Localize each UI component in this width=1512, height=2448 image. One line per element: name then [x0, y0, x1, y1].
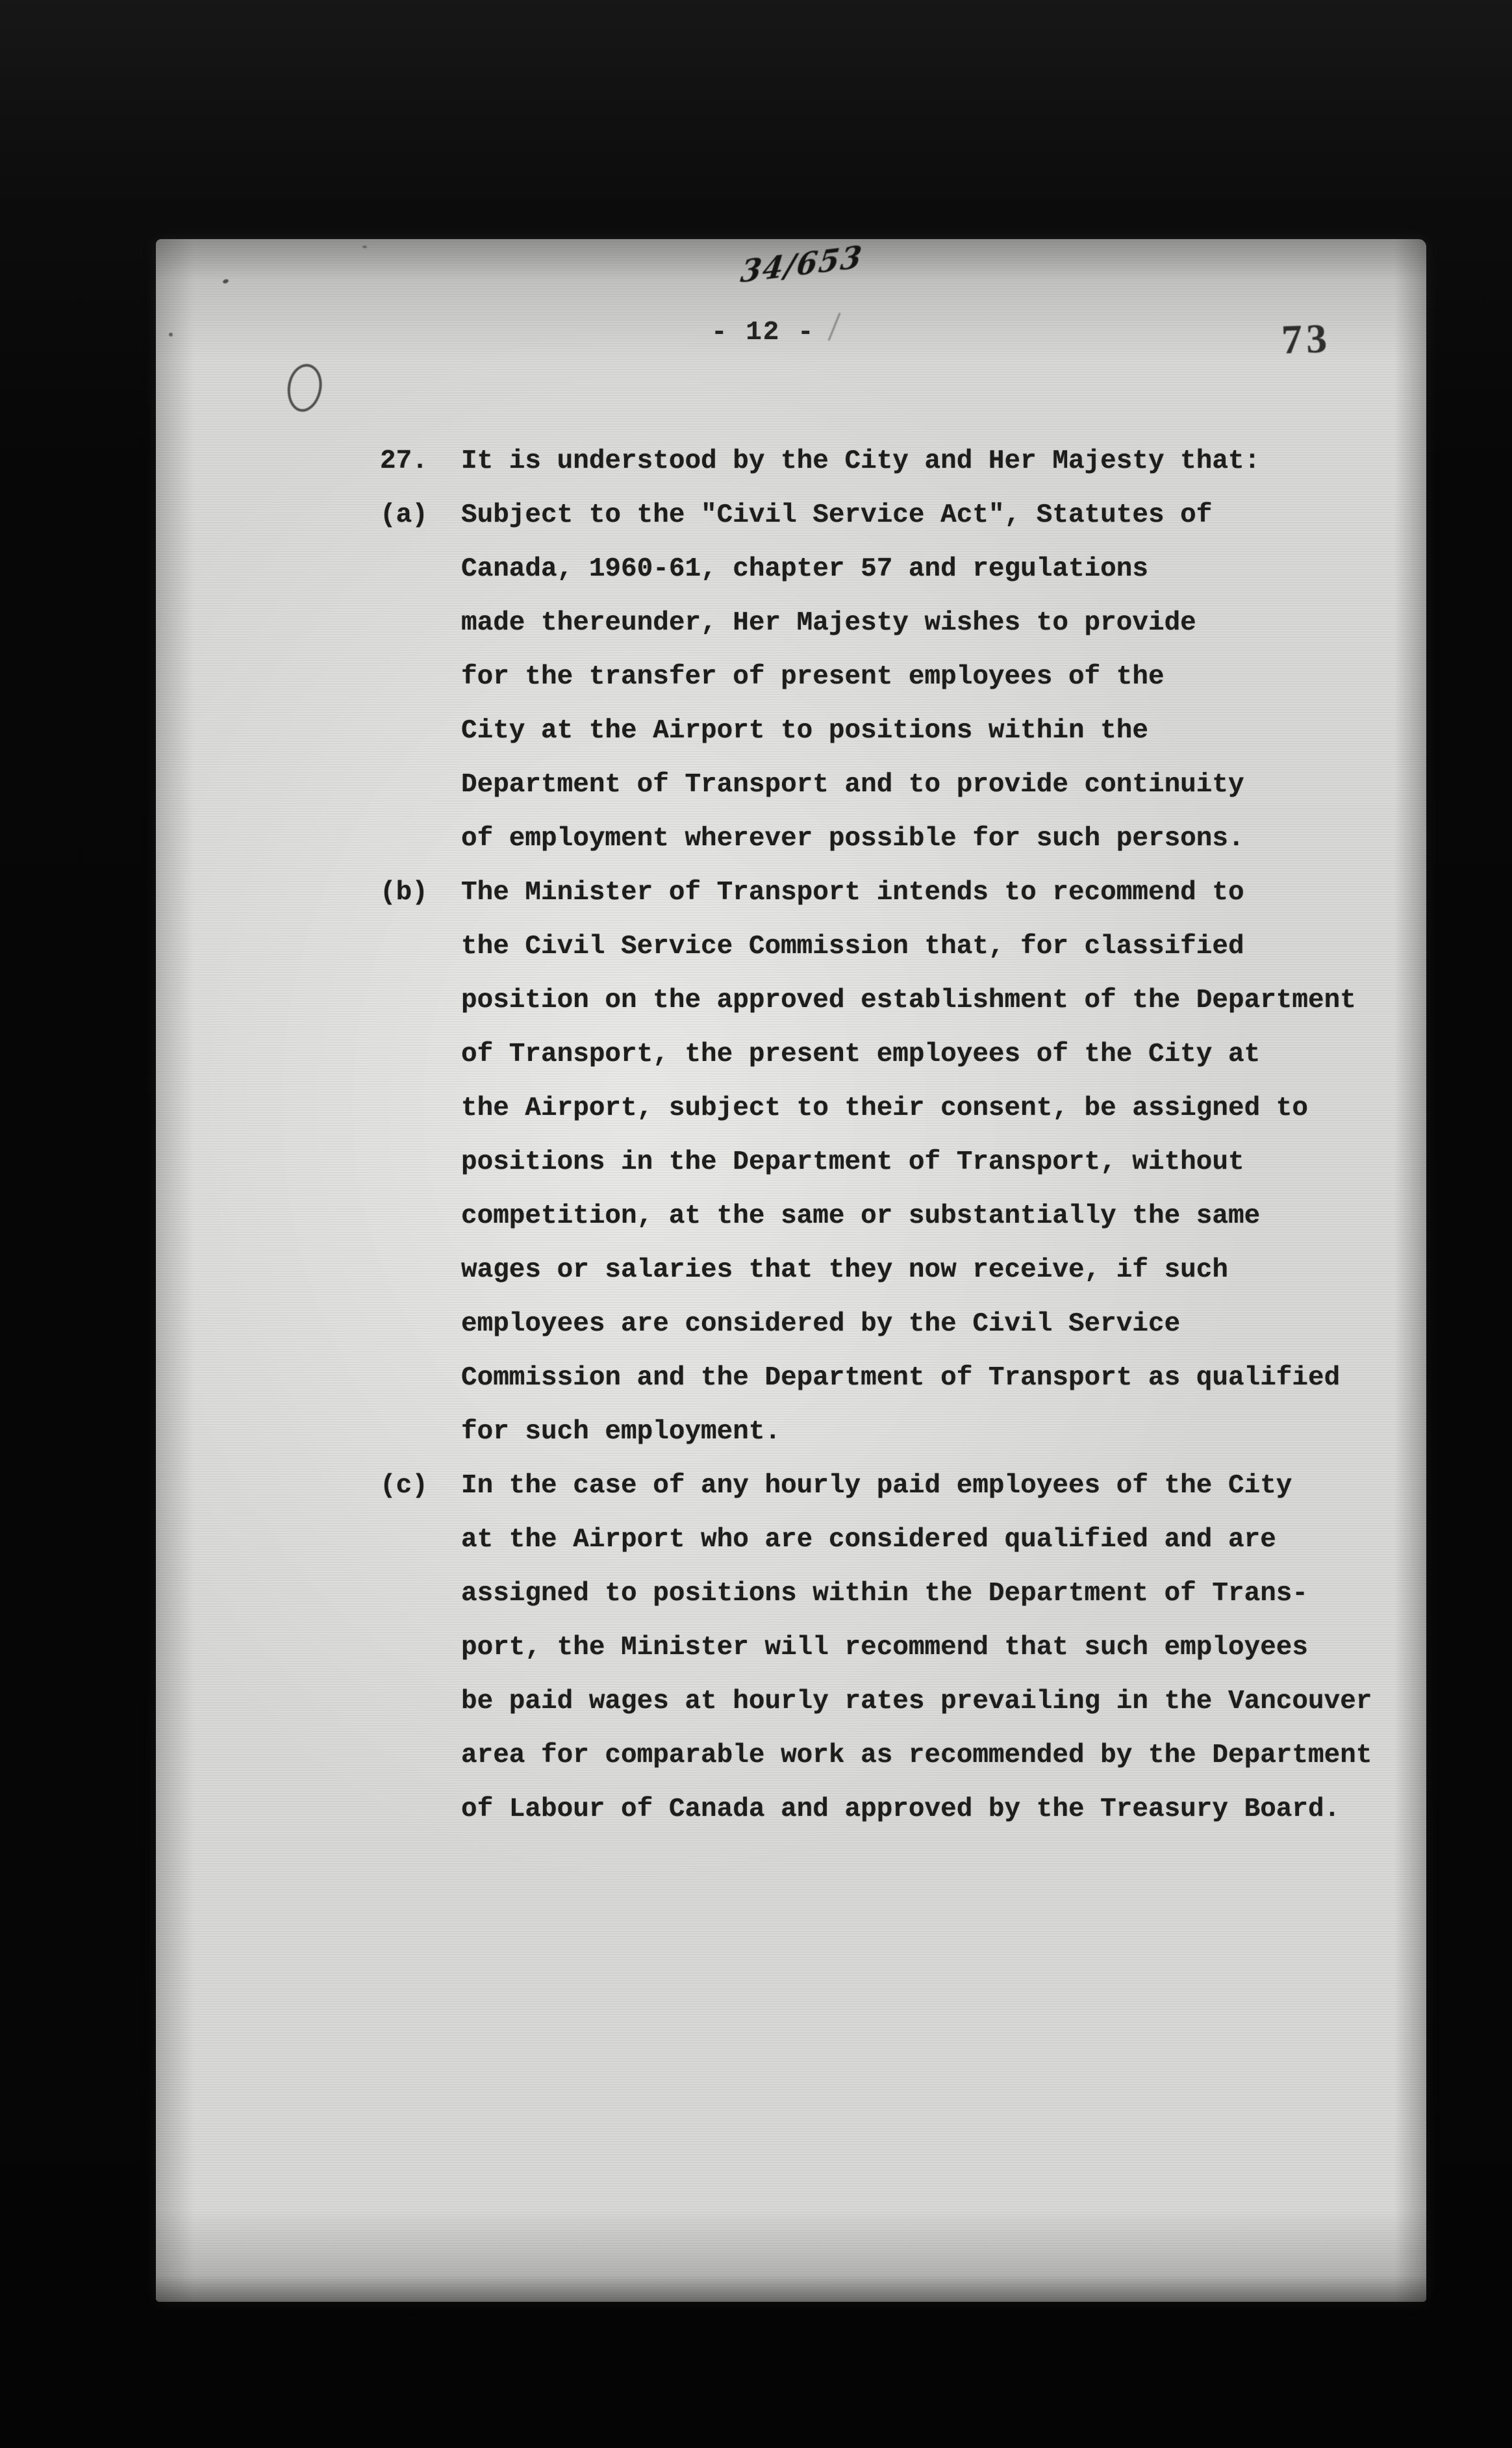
- line-text: at the Airport who are considered qualified and are: [461, 1525, 1276, 1555]
- line-text: the Civil Service Commission that, for classified: [461, 932, 1244, 962]
- document-line: [380, 1513, 1372, 1567]
- line-text: Canada, 1960-61, chapter 57 and regulations: [461, 554, 1148, 584]
- line-text: of Labour of Canada and approved by the Treasury Board.: [461, 1794, 1341, 1824]
- clause-label: (c): [380, 1471, 428, 1501]
- paper-speck: [362, 246, 367, 248]
- line-text: competition, at the same or substantially the same: [461, 1201, 1261, 1231]
- document-line: [380, 1459, 1372, 1513]
- handwritten-annotation: 34/653: [738, 238, 865, 290]
- page-number: - 12 -: [711, 318, 815, 348]
- document-line: [380, 1243, 1372, 1297]
- document-line: [380, 1190, 1372, 1243]
- line-text: assigned to positions within the Department of Trans-: [461, 1579, 1309, 1609]
- document-line: [380, 489, 1372, 542]
- document-line: [380, 1405, 1372, 1459]
- clause-label: (a): [380, 500, 428, 530]
- document-line: [380, 812, 1372, 866]
- document-line: [380, 1675, 1372, 1729]
- line-text: be paid wages at hourly rates prevailing in the Vancouver: [461, 1687, 1372, 1716]
- document-line: [380, 1028, 1372, 1082]
- line-text: Commission and the Department of Transport as qualified: [461, 1363, 1341, 1393]
- document-line: [380, 1567, 1372, 1621]
- document-line: [380, 542, 1372, 596]
- document-line: [380, 1621, 1372, 1675]
- line-text: port, the Minister will recommend that such employees: [461, 1633, 1309, 1663]
- document-line: [380, 758, 1372, 812]
- line-text: area for comparable work as recommended by the Department: [461, 1740, 1372, 1770]
- stamp-page-number: 73: [1280, 314, 1332, 363]
- line-text: Department of Transport and to provide continuity: [461, 770, 1244, 800]
- paper-speck: [222, 279, 229, 285]
- document-text: [380, 435, 1372, 1837]
- line-text: for such employment.: [461, 1417, 781, 1447]
- clause-label: 27.: [380, 446, 428, 476]
- line-text: City at the Airport to positions within the: [461, 716, 1148, 746]
- document-line: [380, 596, 1372, 650]
- clause-label: (b): [380, 878, 428, 908]
- line-text: The Minister of Transport intends to recommend to: [461, 878, 1244, 908]
- line-text: In the case of any hourly paid employees of the City: [461, 1471, 1292, 1501]
- document-page: [156, 239, 1426, 2302]
- line-text: positions in the Department of Transport, without: [461, 1147, 1244, 1177]
- line-text: of employment wherever possible for such persons.: [461, 824, 1244, 854]
- line-text: the Airport, subject to their consent, be assigned to: [461, 1093, 1309, 1123]
- document-line: [380, 1082, 1372, 1136]
- document-line: [380, 974, 1372, 1028]
- line-text: made thereunder, Her Majesty wishes to provide: [461, 608, 1196, 638]
- line-text: for the transfer of present employees of the: [461, 662, 1165, 692]
- document-line: [380, 1297, 1372, 1351]
- line-text: position on the approved establishment of the Department: [461, 986, 1356, 1015]
- document-line: [380, 1729, 1372, 1783]
- document-line: [380, 650, 1372, 704]
- pen-slash-mark: [827, 312, 840, 341]
- document-line: [380, 1783, 1372, 1837]
- handwritten-oval-mark: [284, 361, 325, 414]
- document-line: [380, 1136, 1372, 1190]
- paper-speck: [169, 333, 173, 337]
- line-text: It is understood by the City and Her Majesty that:: [461, 446, 1261, 476]
- document-line: [380, 704, 1372, 758]
- line-text: of Transport, the present employees of the City at: [461, 1039, 1261, 1069]
- document-line: [380, 1351, 1372, 1405]
- line-text: wages or salaries that they now receive, if such: [461, 1255, 1228, 1285]
- document-line: [380, 435, 1372, 489]
- document-line: [380, 866, 1372, 920]
- document-line: [380, 920, 1372, 974]
- line-text: Subject to the "Civil Service Act", Statutes of: [461, 500, 1213, 530]
- line-text: employees are considered by the Civil Service: [461, 1309, 1181, 1339]
